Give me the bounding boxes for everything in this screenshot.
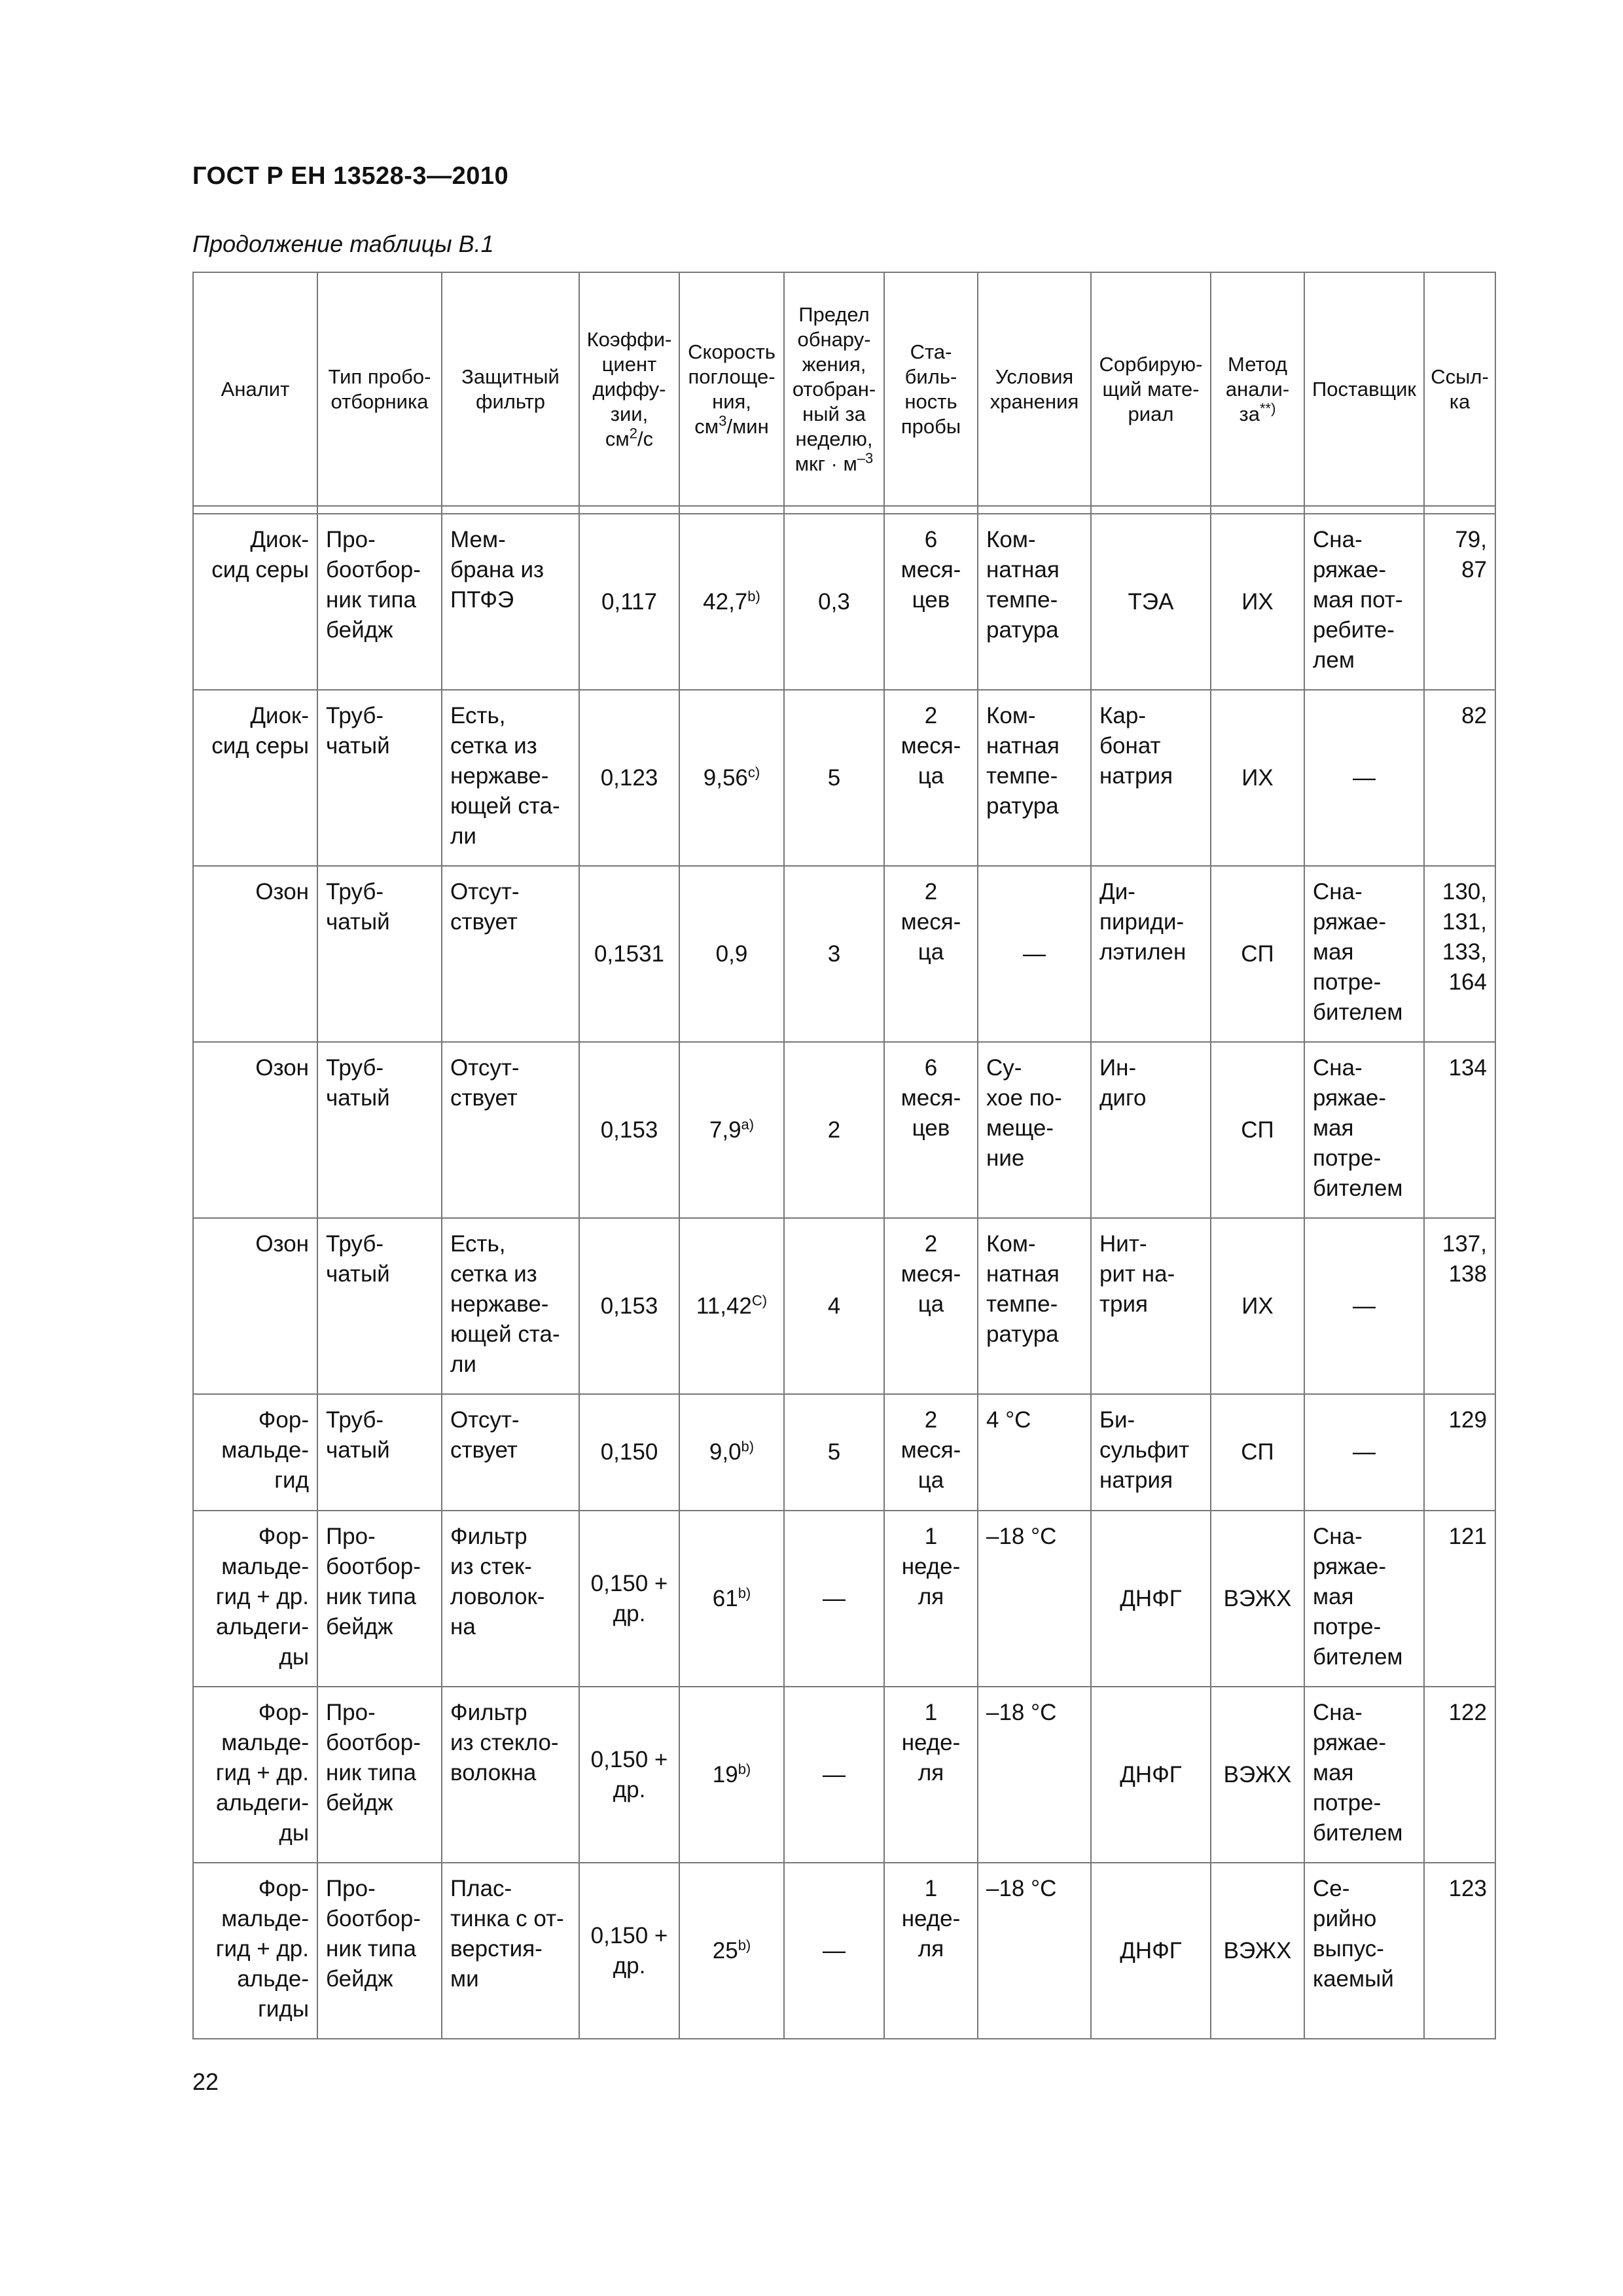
cell-diffusion	[579, 1394, 679, 1511]
table-row	[193, 690, 1495, 866]
cell-diffusion	[579, 866, 679, 1042]
cell-supplier-text: Сна- ряжае- мая потре- бителем	[1313, 1524, 1403, 1670]
data-table	[192, 272, 1496, 2039]
cell-supplier-text: —	[1353, 764, 1376, 791]
cell-sampler-type	[317, 690, 442, 866]
cell-reference-text: 130, 131, 133, 164	[1442, 879, 1487, 995]
cell-supplier-text: Сна- ряжае- мая пот- ребите- лем	[1313, 527, 1403, 673]
cell-sampler-type-text: Труб- чатый	[326, 1231, 390, 1287]
table-row	[193, 866, 1495, 1042]
cell-stability-text: 1 неде- ля	[901, 1700, 961, 1785]
cell-storage-text: Ком- натная темпе- ратура	[986, 527, 1060, 643]
cell-method-text: СП	[1241, 941, 1274, 967]
uptake-footnote-mark: b)	[738, 1584, 751, 1601]
cell-sampler-type-text: Труб- чатый	[326, 879, 390, 935]
cell-method-text: СП	[1241, 1117, 1274, 1143]
cell-storage	[978, 1687, 1091, 1863]
cell-stability-text: 2 меся- ца	[901, 703, 961, 789]
cell-storage	[978, 1218, 1091, 1394]
cell-sampler-type	[317, 1218, 442, 1394]
header-separator	[193, 506, 1495, 514]
cell-diffusion-text: 0,153	[600, 1293, 658, 1319]
header-sampler-type: Тип пробо- отборника	[317, 272, 442, 506]
cell-sampler-type-text: Труб- чатый	[326, 703, 390, 759]
cell-filter-text: Отсут- ствует	[450, 1407, 520, 1463]
cell-stability	[884, 1218, 978, 1394]
cell-method	[1211, 1863, 1304, 2039]
cell-filter-text: Плас- тинка с от- верстия- ми	[450, 1876, 564, 1992]
cell-supplier	[1304, 866, 1424, 1042]
cell-sorbent-text: ДНФГ	[1120, 1585, 1182, 1611]
cell-reference	[1424, 690, 1495, 866]
header-detection-limit: Предел обнару- жения, отобран- ный за неделю, мкг · $м^{-3}$	[784, 272, 884, 506]
uptake-footnote-mark: C)	[751, 1291, 768, 1308]
header-storage: Условия хранения	[978, 272, 1091, 506]
cell-supplier-text: Сна- ряжае- мая потре- бителем	[1313, 1700, 1403, 1846]
cell-diffusion-text: 0,123	[600, 764, 658, 791]
cell-sorbent-text: Ин- диго	[1099, 1055, 1147, 1111]
table-caption: Продолжение таблицы В.1	[192, 230, 494, 257]
table-row	[193, 1863, 1495, 2039]
cell-method-text: ИХ	[1241, 1293, 1274, 1319]
cell-sampler-type	[317, 1394, 442, 1511]
cell-sorbent	[1091, 1394, 1211, 1511]
cell-diffusion-text: 0,153	[600, 1117, 658, 1143]
cell-sorbent-text: Кар- бонат натрия	[1099, 703, 1173, 789]
cell-uptake-rate-text: 9,56	[703, 764, 748, 791]
cell-supplier	[1304, 1863, 1424, 2039]
cell-filter	[442, 1511, 579, 1687]
cell-reference	[1424, 1511, 1495, 1687]
cell-supplier	[1304, 1218, 1424, 1394]
cell-detection-limit	[784, 690, 884, 866]
cell-uptake-rate-text: 42,7	[703, 588, 748, 615]
cell-reference	[1424, 1394, 1495, 1511]
table-header-row	[193, 272, 1495, 506]
cell-sampler-type	[317, 1863, 442, 2039]
cell-method	[1211, 1511, 1304, 1687]
cell-analyte-text: Озон	[255, 879, 309, 905]
header-sorbent: Сорбирую- щий мате- риал	[1091, 272, 1211, 506]
cell-diffusion-text: 0,1531	[594, 941, 665, 967]
header-filter: Защитный фильтр	[442, 272, 579, 506]
cell-sorbent	[1091, 690, 1211, 866]
cell-supplier-text: Сна- ряжае- мая потре- бителем	[1313, 879, 1403, 1025]
cell-analyte-text: Озон	[255, 1055, 309, 1081]
cell-method	[1211, 690, 1304, 866]
cell-supplier	[1304, 1042, 1424, 1218]
cell-stability	[884, 866, 978, 1042]
cell-stability	[884, 514, 978, 690]
header-method: Метод анали- за**)	[1211, 272, 1304, 506]
cell-diffusion-text: 0,150	[600, 1439, 658, 1465]
cell-filter	[442, 1394, 579, 1511]
header-reference: Ссыл- ка	[1424, 272, 1495, 506]
cell-detection-limit-text: —	[823, 1937, 846, 1964]
document-title: ГОСТ Р ЕН 13528-3—2010	[192, 162, 509, 190]
cell-uptake-rate	[679, 866, 784, 1042]
cell-reference-text: 82	[1461, 703, 1487, 728]
uptake-footnote-mark: b)	[738, 1936, 751, 1953]
cell-sampler-type	[317, 514, 442, 690]
cell-diffusion	[579, 1863, 679, 2039]
cell-reference	[1424, 1687, 1495, 1863]
cell-storage-text: Су- хое по- меще- ние	[986, 1055, 1062, 1171]
cell-stability	[884, 1511, 978, 1687]
cell-detection-limit	[784, 1511, 884, 1687]
table-row	[193, 1394, 1495, 1511]
cell-storage	[978, 514, 1091, 690]
cell-sorbent	[1091, 866, 1211, 1042]
cell-analyte-text: Фор- мальде- гид + др. альдеги- ды	[215, 1700, 309, 1846]
uptake-footnote-mark: c)	[747, 763, 760, 780]
cell-storage-text: –18 °С	[986, 1876, 1057, 1901]
cell-analyte-text: Фор- мальде- гид + др. альде- гиды	[215, 1876, 309, 2022]
cell-storage	[978, 1511, 1091, 1687]
cell-reference-text: 137, 138	[1442, 1231, 1487, 1287]
cell-detection-limit	[784, 866, 884, 1042]
cell-uptake-rate	[679, 514, 784, 690]
cell-detection-limit	[784, 1687, 884, 1863]
cell-sorbent	[1091, 1042, 1211, 1218]
cell-uptake-rate	[679, 1218, 784, 1394]
cell-filter	[442, 1042, 579, 1218]
cell-diffusion	[579, 514, 679, 690]
cell-supplier	[1304, 690, 1424, 866]
cell-filter	[442, 690, 579, 866]
cell-sorbent	[1091, 1863, 1211, 2039]
cell-stability	[884, 690, 978, 866]
cell-filter-text: Мем- брана из ПТФЭ	[450, 527, 544, 613]
cell-reference	[1424, 514, 1495, 690]
cell-storage	[978, 690, 1091, 866]
cell-sampler-type	[317, 1511, 442, 1687]
cell-sorbent-text: ТЭА	[1128, 588, 1174, 615]
cell-uptake-rate	[679, 1511, 784, 1687]
header-analyte: Аналит	[193, 272, 317, 506]
cell-supplier-text: Се- рийно выпус- каемый	[1313, 1876, 1394, 1992]
cell-detection-limit-text: 3	[827, 941, 841, 967]
cell-storage	[978, 866, 1091, 1042]
cell-method-text: ВЭЖХ	[1223, 1761, 1292, 1787]
cell-storage-text: Ком- натная темпе- ратура	[986, 703, 1060, 819]
cell-analyte	[193, 1218, 317, 1394]
cell-sampler-type-text: Про- боотбор- ник типа бейдж	[326, 1876, 421, 1992]
cell-method-text: ИХ	[1241, 764, 1274, 791]
cell-sampler-type-text: Труб- чатый	[326, 1407, 390, 1463]
cell-reference	[1424, 1042, 1495, 1218]
cell-analyte-text: Диок- сид серы	[211, 527, 309, 583]
cell-stability	[884, 1687, 978, 1863]
cell-stability-text: 6 меся- цев	[901, 527, 961, 613]
cell-reference	[1424, 1218, 1495, 1394]
cell-sorbent	[1091, 1511, 1211, 1687]
cell-diffusion-text: 0,117	[601, 588, 657, 615]
header-supplier: Поставщик	[1304, 272, 1424, 506]
cell-diffusion-text: 0,150 + др.	[590, 1922, 668, 1979]
header-stability: Ста- биль- ность пробы	[884, 272, 978, 506]
cell-reference	[1424, 1863, 1495, 2039]
cell-stability-text: 2 меся- ца	[901, 1407, 961, 1493]
cell-analyte	[193, 866, 317, 1042]
cell-sorbent-text: Би- сульфит натрия	[1099, 1407, 1190, 1493]
cell-diffusion	[579, 1042, 679, 1218]
page-number: 22	[192, 2068, 219, 2095]
cell-uptake-rate-text: 7,9	[709, 1117, 741, 1143]
cell-detection-limit	[784, 1863, 884, 2039]
cell-analyte	[193, 1687, 317, 1863]
cell-sorbent	[1091, 514, 1211, 690]
cell-uptake-rate-text: 11,42	[696, 1293, 752, 1319]
cell-filter-text: Есть, сетка из нержаве- ющей ста- ли	[450, 1231, 560, 1377]
cell-filter-text: Отсут- ствует	[450, 879, 520, 935]
cell-sorbent	[1091, 1687, 1211, 1863]
cell-filter-text: Есть, сетка из нержаве- ющей ста- ли	[450, 703, 560, 849]
cell-storage-text: –18 °С	[986, 1700, 1057, 1725]
cell-uptake-rate-text: 0,9	[715, 941, 748, 967]
cell-stability-text: 2 меся- ца	[901, 1231, 961, 1317]
cell-method	[1211, 514, 1304, 690]
table-row	[193, 514, 1495, 690]
cell-supplier	[1304, 1687, 1424, 1863]
cell-filter-text: Фильтр из стек- ловолок- на	[450, 1524, 545, 1640]
cell-detection-limit-text: 5	[827, 764, 841, 791]
cell-uptake-rate	[679, 1687, 784, 1863]
uptake-footnote-mark: b)	[747, 587, 760, 604]
cell-storage-text: —	[1023, 941, 1046, 967]
cell-detection-limit	[784, 1218, 884, 1394]
cell-analyte-text: Озон	[255, 1231, 309, 1257]
cell-sorbent-text: ДНФГ	[1120, 1761, 1182, 1787]
cell-sampler-type	[317, 1687, 442, 1863]
cell-uptake-rate	[679, 1042, 784, 1218]
cell-storage	[978, 1863, 1091, 2039]
cell-analyte	[193, 1042, 317, 1218]
cell-method	[1211, 1394, 1304, 1511]
cell-filter	[442, 1687, 579, 1863]
cell-uptake-rate-text: 25	[712, 1937, 738, 1964]
cell-analyte-text: Фор- мальде- гид	[221, 1407, 309, 1493]
table-row	[193, 1042, 1495, 1218]
cell-uptake-rate-text: 9,0	[709, 1439, 741, 1465]
cell-analyte	[193, 1863, 317, 2039]
cell-diffusion	[579, 1218, 679, 1394]
uptake-footnote-mark: a)	[741, 1115, 755, 1132]
cell-detection-limit-text: 2	[827, 1117, 841, 1143]
cell-reference-text: 129	[1448, 1407, 1487, 1433]
cell-reference	[1424, 866, 1495, 1042]
cell-analyte-text: Фор- мальде- гид + др. альдеги- ды	[215, 1524, 309, 1670]
cell-storage-text: –18 °С	[986, 1524, 1057, 1549]
cell-method-text: СП	[1241, 1439, 1274, 1465]
cell-sorbent-text: Нит- рит на- трия	[1099, 1231, 1175, 1317]
cell-detection-limit-text: 4	[827, 1293, 841, 1319]
cell-stability	[884, 1394, 978, 1511]
cell-analyte	[193, 1394, 317, 1511]
cell-storage	[978, 1042, 1091, 1218]
cell-method	[1211, 1218, 1304, 1394]
cell-uptake-rate	[679, 1394, 784, 1511]
cell-detection-limit	[784, 1042, 884, 1218]
cell-filter-text: Фильтр из стекло- волокна	[450, 1700, 559, 1785]
cell-detection-limit-text: 0,3	[818, 588, 850, 615]
cell-uptake-rate	[679, 1863, 784, 2039]
cell-sampler-type	[317, 866, 442, 1042]
cell-detection-limit	[784, 1394, 884, 1511]
cell-supplier-text: Сна- ряжае- мая потре- бителем	[1313, 1055, 1403, 1201]
cell-reference-text: 134	[1448, 1055, 1487, 1081]
cell-uptake-rate	[679, 690, 784, 866]
cell-sorbent	[1091, 1218, 1211, 1394]
cell-diffusion	[579, 690, 679, 866]
table-row	[193, 1511, 1495, 1687]
cell-diffusion-text: 0,150 + др.	[590, 1570, 668, 1626]
cell-diffusion-text: 0,150 + др.	[590, 1746, 668, 1803]
cell-supplier	[1304, 1394, 1424, 1511]
cell-stability	[884, 1042, 978, 1218]
cell-sampler-type-text: Труб- чатый	[326, 1055, 390, 1111]
cell-filter	[442, 1218, 579, 1394]
cell-analyte-text: Диок- сид серы	[211, 703, 309, 759]
cell-detection-limit-text: —	[823, 1585, 846, 1611]
cell-analyte	[193, 690, 317, 866]
cell-sorbent-text: Ди- пириди- лэтилен	[1099, 879, 1186, 965]
cell-sampler-type-text: Про- боотбор- ник типа бейдж	[326, 1700, 421, 1816]
cell-reference-text: 79, 87	[1455, 527, 1487, 583]
cell-supplier	[1304, 514, 1424, 690]
cell-uptake-rate-text: 61	[712, 1585, 738, 1611]
cell-supplier-text: —	[1353, 1439, 1376, 1465]
cell-analyte	[193, 514, 317, 690]
cell-sorbent-text: ДНФГ	[1120, 1937, 1182, 1964]
cell-method-text: ВЭЖХ	[1223, 1937, 1292, 1964]
cell-method-text: ИХ	[1241, 588, 1274, 615]
table-row	[193, 1218, 1495, 1394]
cell-filter-text: Отсут- ствует	[450, 1055, 520, 1111]
cell-method-text: ВЭЖХ	[1223, 1585, 1292, 1611]
cell-sampler-type	[317, 1042, 442, 1218]
cell-filter	[442, 514, 579, 690]
cell-detection-limit-text: —	[823, 1761, 846, 1787]
cell-filter	[442, 1863, 579, 2039]
cell-diffusion	[579, 1687, 679, 1863]
cell-stability	[884, 1863, 978, 2039]
cell-stability-text: 2 меся- ца	[901, 879, 961, 965]
cell-supplier-text: —	[1353, 1293, 1376, 1319]
table-row	[193, 1687, 1495, 1863]
cell-sampler-type-text: Про- боотбор- ник типа бейдж	[326, 1524, 421, 1640]
cell-sampler-type-text: Про- боотбор- ник типа бейдж	[326, 527, 421, 643]
uptake-footnote-mark: b)	[738, 1760, 751, 1777]
header-diffusion: Коэффи- циент диффу- зии, $см^2/с$	[579, 272, 679, 506]
cell-storage-text: Ком- натная темпе- ратура	[986, 1231, 1060, 1347]
cell-supplier	[1304, 1511, 1424, 1687]
cell-stability-text: 1 неде- ля	[901, 1524, 961, 1609]
header-uptake-rate: Скорость поглоще- ния, $см^3$/мин	[679, 272, 784, 506]
cell-method	[1211, 1042, 1304, 1218]
cell-uptake-rate-text: 19	[712, 1761, 738, 1787]
cell-diffusion	[579, 1511, 679, 1687]
cell-reference-text: 122	[1448, 1700, 1487, 1725]
cell-method	[1211, 866, 1304, 1042]
cell-stability-text: 1 неде- ля	[901, 1876, 961, 1962]
cell-detection-limit	[784, 514, 884, 690]
cell-stability-text: 6 меся- цев	[901, 1055, 961, 1141]
cell-storage-text: 4 °С	[986, 1407, 1031, 1433]
cell-detection-limit-text: 5	[827, 1439, 841, 1465]
cell-analyte	[193, 1511, 317, 1687]
cell-reference-text: 121	[1448, 1524, 1487, 1549]
cell-storage	[978, 1394, 1091, 1511]
cell-filter	[442, 866, 579, 1042]
cell-reference-text: 123	[1448, 1876, 1487, 1901]
uptake-footnote-mark: b)	[741, 1438, 755, 1455]
cell-method	[1211, 1687, 1304, 1863]
